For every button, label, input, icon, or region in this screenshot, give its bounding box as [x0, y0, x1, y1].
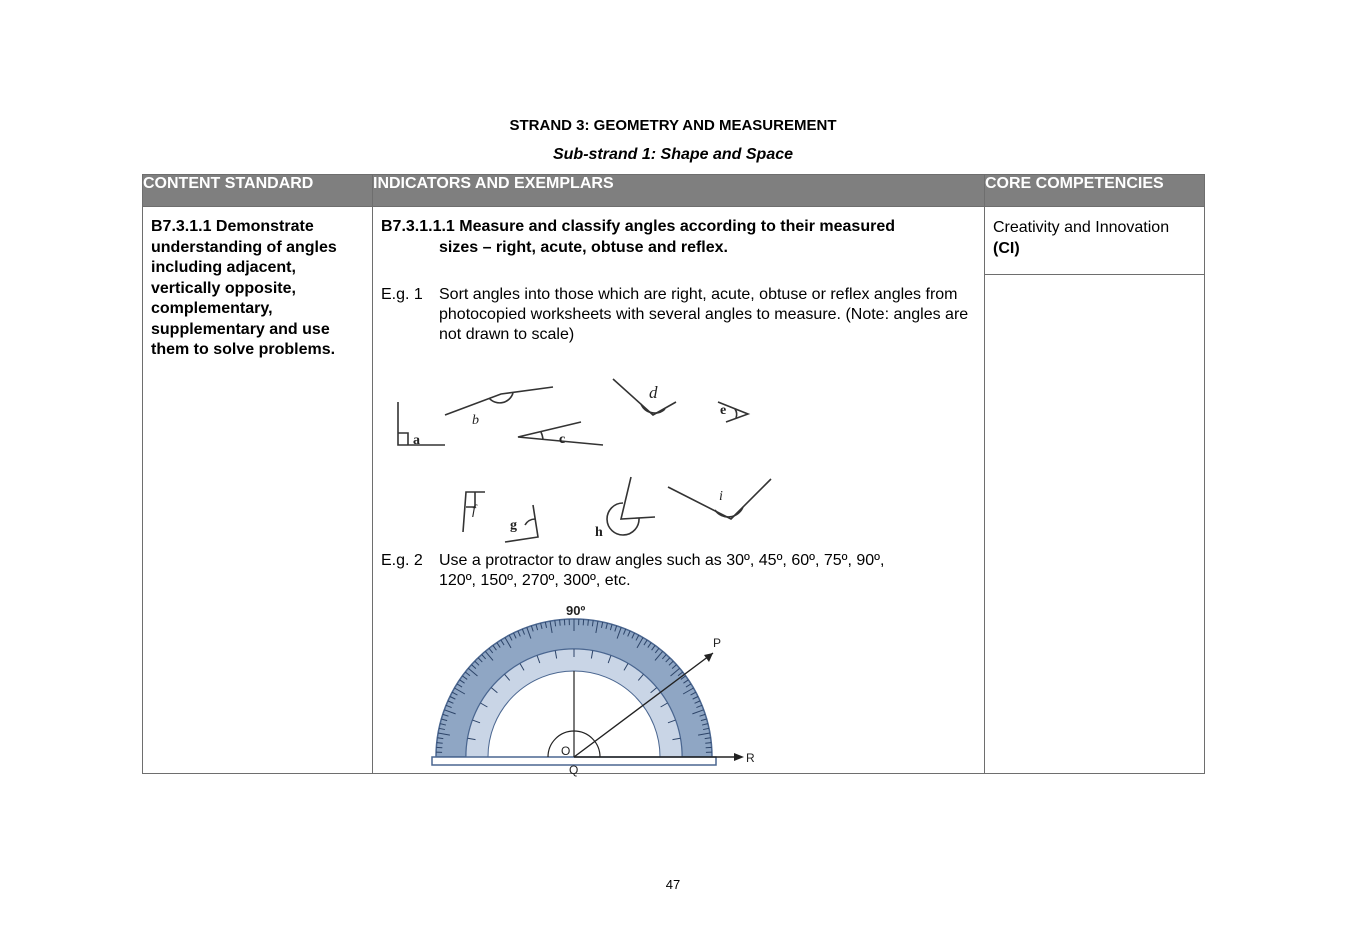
content-standard-cell — [143, 207, 373, 774]
example-1 — [381, 285, 976, 345]
indicator-title — [381, 217, 971, 258]
point-label-p: P — [713, 636, 722, 650]
content-standard-text: B7.3.1.1 Demonstrate understanding of angles including adjacent, vertically opposite, complementary, supplementary and use them to solve problems. — [151, 218, 337, 358]
example-1-label: E.g. 1 — [381, 286, 423, 303]
angle-label-d: d — [649, 383, 658, 402]
header-content-standard: CONTENT STANDARD — [143, 175, 373, 207]
angle-label-a: a — [413, 433, 420, 448]
protractor-tick — [560, 620, 561, 626]
header-core-competencies: CORE COMPETENCIES — [985, 175, 1205, 207]
angle-label-h: h — [595, 525, 603, 540]
protractor-figure — [428, 603, 768, 777]
example-2 — [381, 551, 976, 591]
point-label-o: O — [561, 744, 571, 758]
example-1-text: Sort angles into those which are right, acute, obtuse or reflex angles from photocopied worksheets with several angles to measure. (Note: angles are not drawn to scale) — [439, 286, 969, 343]
angle-label-c: c — [559, 432, 566, 447]
angle-label-e: e — [720, 403, 727, 418]
example-2-line2: 120º, 150º, 270º, 300º, etc. — [439, 572, 631, 589]
core-competency-code: (CI) — [993, 240, 1020, 257]
substrand-title: Sub-strand 1: Shape and Space — [552, 146, 794, 163]
indicator-line1: Measure and classify angles according to their measured — [459, 218, 895, 235]
protractor-tick — [705, 743, 711, 744]
angle-label-b: b — [472, 413, 479, 428]
core-competency-entry — [985, 207, 1204, 275]
indicators-cell — [373, 207, 985, 777]
protractor-90-label: 90º — [566, 603, 586, 618]
point-label-q: Q — [569, 763, 579, 777]
indicator-line2: sizes – right, acute, obtuse and reflex. — [439, 238, 728, 256]
header-indicators: INDICATORS AND EXEMPLARS — [373, 175, 985, 207]
point-label-r: R — [746, 751, 755, 765]
page-number: 47 — [665, 877, 681, 892]
angle-label-f: f — [472, 503, 476, 518]
example-2-label: E.g. 2 — [381, 552, 423, 569]
curriculum-table — [142, 174, 1205, 777]
example-2-line1: Use a protractor to draw angles such as 30º, 45º, 60º, 75º, 90º, — [439, 552, 885, 569]
core-competency-text: Creativity and Innovation — [993, 219, 1170, 236]
protractor-tick — [437, 743, 443, 744]
angle-label-i: i — [719, 489, 723, 504]
angle-label-g: g — [510, 518, 517, 533]
protractor-tick — [588, 620, 589, 626]
core-competencies-cell — [985, 207, 1205, 774]
angles-figure — [393, 367, 783, 557]
strand-title: STRAND 3: GEOMETRY AND MEASUREMENT — [509, 117, 837, 134]
indicator-code: B7.3.1.1.1 — [381, 218, 455, 235]
